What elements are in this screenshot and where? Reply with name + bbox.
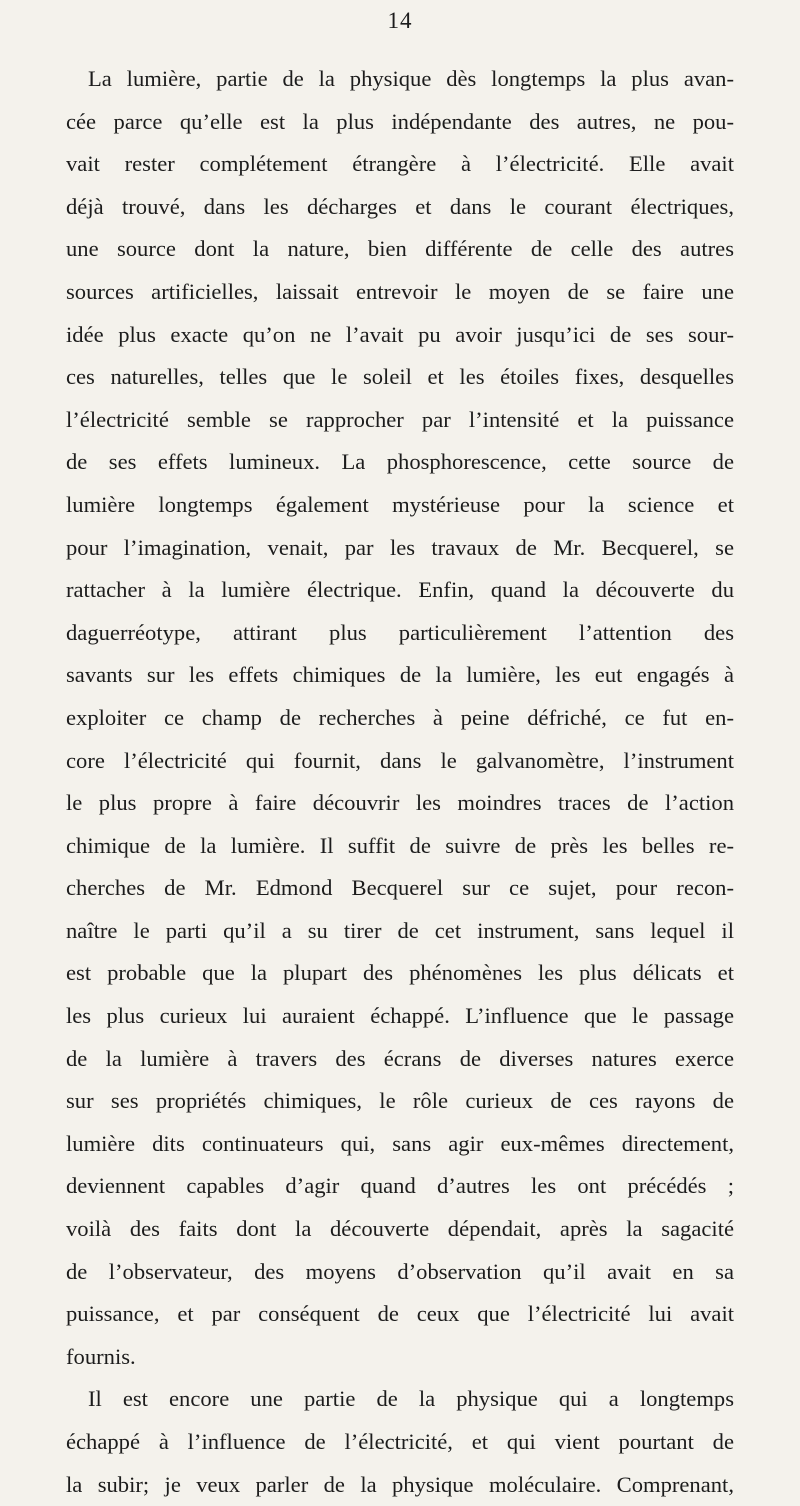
text-line: cée parce qu’elle est la plus indépendante des autres, ne pou- [66, 108, 734, 134]
text-line: vait rester complétement étrangère à l’électricité. Elle avait [66, 151, 734, 177]
text-line: exploiter ce champ de recherches à peine défriché, ce fut en- [66, 704, 734, 730]
text-line: une source dont la nature, bien différente de celle des autres [66, 236, 734, 262]
text-line: naître le parti qu’il a su tirer de cet instrument, sans lequel il [66, 917, 734, 943]
text-line: Il est encore une partie de la physique qui a longtemps [88, 1386, 734, 1412]
text-line: sources artificielles, laissait entrevoir le moyen de se faire une [66, 278, 734, 304]
body-text [66, 58, 734, 1506]
text-line: sur ses propriétés chimiques, le rôle curieux de ces rayons de [66, 1088, 734, 1114]
text-line: déjà trouvé, dans les décharges et dans le courant électriques, [66, 193, 734, 219]
text-line: de la lumière à travers des écrans de diverses natures exerce [66, 1045, 734, 1071]
text-line: la subir; je veux parler de la physique moléculaire. Comprenant, [66, 1471, 734, 1497]
text-line: core l’électricité qui fournit, dans le galvanomètre, l’instrument [66, 747, 734, 773]
text-line: de ses effets lumineux. La phosphorescence, cette source de [66, 449, 734, 475]
text-line: lumière dits continuateurs qui, sans agir eux-mêmes directement, [66, 1130, 734, 1156]
text-line: pour l’imagination, venait, par les travaux de Mr. Becquerel, se [66, 534, 734, 560]
text-line: idée plus exacte qu’on ne l’avait pu avoir jusqu’ici de ses sour- [66, 321, 734, 347]
text-line: savants sur les effets chimiques de la lumière, les eut engagés à [66, 662, 734, 688]
text-line: de l’observateur, des moyens d’observation qu’il avait en sa [66, 1258, 734, 1284]
text-line: est probable que la plupart des phénomènes les plus délicats et [66, 960, 734, 986]
page-number: 14 [387, 8, 413, 33]
text-line: lumière longtemps également mystérieuse pour la science et [66, 491, 734, 517]
text-line: échappé à l’influence de l’électricité, et qui vient pourtant de [66, 1429, 734, 1454]
text-line: cherches de Mr. Edmond Becquerel sur ce sujet, pour recon- [66, 875, 734, 901]
text-line: rattacher à la lumière électrique. Enfin, quand la découverte du [66, 577, 734, 603]
text-line: puissance, et par conséquent de ceux que l’électricité lui avait [66, 1301, 734, 1327]
text-line: les plus curieux lui auraient échappé. L’influence que le passage [66, 1003, 734, 1029]
text-line: ces naturelles, telles que le soleil et les étoiles fixes, desquelles [66, 364, 734, 390]
text-line: chimique de la lumière. Il suffit de suivre de près les belles re- [66, 832, 734, 858]
text-line: daguerréotype, attirant plus particulièrement l’attention des [66, 619, 734, 645]
text-line: l’électricité semble se rapprocher par l’intensité et la puissance [66, 406, 734, 432]
text-line: La lumière, partie de la physique dès longtemps la plus avan- [88, 66, 734, 91]
text-line: fournis. [66, 1343, 136, 1369]
text-line: le plus propre à faire découvrir les moindres traces de l’action [66, 790, 734, 816]
text-line: voilà des faits dont la découverte dépendait, après la sagacité [66, 1216, 734, 1242]
text-line: deviennent capables d’agir quand d’autres les ont précédés ; [66, 1173, 734, 1199]
